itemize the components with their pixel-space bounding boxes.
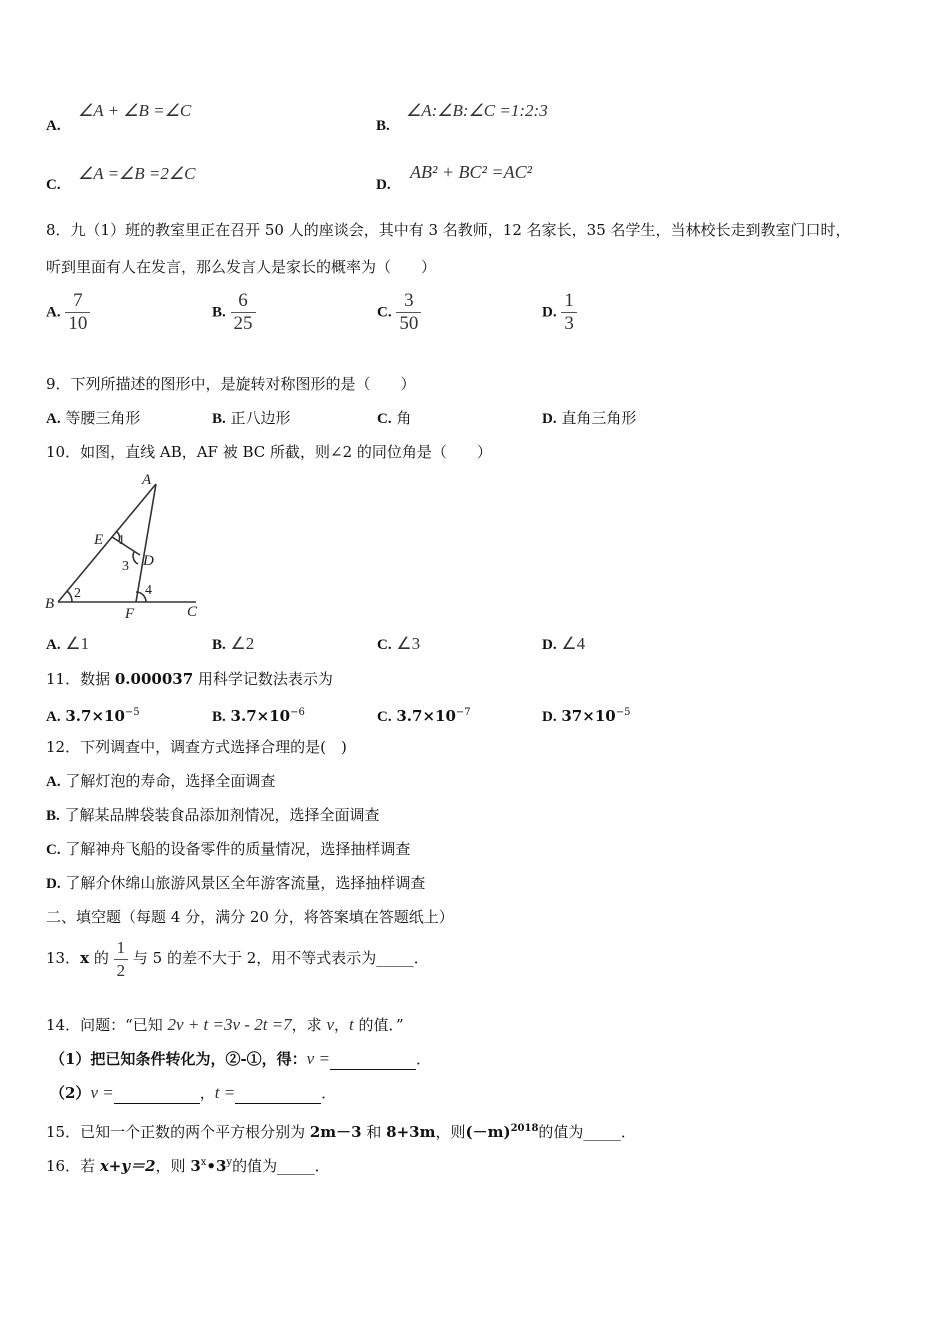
option-label: A. [46, 118, 61, 134]
q12-option-b[interactable]: B. 了解某品牌袋装食品添加剂情况，选择全面调查 [46, 806, 380, 824]
q11-stem: 11．数据 0.000037 用科学记数法表示为 [46, 670, 333, 688]
q14-sub2: （2）v = ，t = ． [50, 1083, 337, 1102]
q12-option-c[interactable]: C. 了解神舟飞船的设备零件的质量情况，选择抽样调查 [46, 840, 411, 858]
fraction: $\frac{7}{10}$ [65, 290, 90, 335]
q13-stem: 13．x 的 $\frac{1}{2}$ 与 5 的差不大于 2，用不等式表示为_____． [46, 937, 429, 980]
q11-option-a[interactable]: A. $3.7\times 10^{-5}$ [46, 707, 140, 725]
answer-blank[interactable] [235, 1083, 321, 1104]
q10-stem: 10．如图，直线 AB，AF 被 BC 所截，则∠2 的同位角是（ ） [46, 443, 492, 461]
q10-option-d[interactable]: D. ∠4 [542, 634, 586, 653]
q8-stem-line1: 8．九（1）班的教室里正在召开 50 人的座谈会，其中有 3 名教师，12 名家长，35 名学生，当林校长走到教室门口时， [46, 221, 851, 239]
q7-option-c[interactable]: C. [46, 177, 61, 193]
q8-option-d[interactable]: D. $\frac{1}{3}$ [542, 290, 577, 335]
q9-option-b[interactable]: B. 正八边形 [212, 409, 291, 427]
q8-stem-line2: 听到里面有人在发言，那么发言人是家长的概率为（ ） [46, 258, 437, 276]
arc-2 [67, 591, 72, 602]
q8-option-b[interactable]: B. $\frac{6}{25}$ [212, 290, 256, 335]
q11-option-c[interactable]: C. $3.7\times 10^{-7}$ [377, 707, 471, 725]
q8-option-c[interactable]: C. $\frac{3}{50}$ [377, 290, 421, 335]
answer-blank[interactable] [330, 1049, 416, 1070]
label-b: B [45, 596, 55, 612]
label-c: C [187, 604, 198, 620]
fraction: $\frac{6}{25}$ [231, 290, 256, 335]
label-3: 3 [122, 559, 129, 574]
fraction: $\frac{3}{50}$ [396, 290, 421, 335]
line-ed [112, 537, 140, 555]
q9-option-d[interactable]: D. 直角三角形 [542, 409, 637, 427]
q9-stem: 9．下列所描述的图形中，是旋转对称图形的是（ ） [46, 375, 416, 393]
label-a: A [142, 472, 152, 488]
q11-option-b[interactable]: B. $3.7\times 10^{-6}$ [212, 707, 305, 725]
q7-option-d[interactable]: D. [376, 177, 391, 193]
q9-option-c[interactable]: C. 角 [377, 409, 412, 427]
answer-blank[interactable] [114, 1083, 200, 1104]
fraction: $\frac{1}{2}$ [114, 937, 129, 982]
label-f: F [125, 606, 135, 620]
q10-option-a[interactable]: A. ∠1 [46, 634, 90, 653]
q7-option-a[interactable] [46, 115, 61, 136]
q14-stem: 14．问题：“已知 2v + t =3v - 2t =7，求 v，t 的值．” [46, 1015, 404, 1034]
q15-stem: 15．已知一个正数的两个平方根分别为 2m－3 和 8+3m，则$(-m)^{2018}$的值为_____． [46, 1123, 636, 1141]
q7-option-a-expr: ∠A + ∠B =∠C [78, 101, 192, 120]
label-e: E [94, 532, 104, 548]
q12-option-d[interactable]: D. 了解介休绵山旅游风景区全年游客流量，选择抽样调查 [46, 874, 426, 892]
q9-option-a[interactable]: A. 等腰三角形 [46, 409, 141, 427]
q7-option-b-expr: ∠A:∠B:∠C =1:2:3 [406, 101, 548, 120]
label-2: 2 [74, 586, 81, 601]
section-heading: 二、填空题（每题 4 分，满分 20 分，将答案填在答题纸上） [46, 908, 454, 926]
q7-option-c-expr: ∠A =∠B =2∠C [78, 164, 196, 183]
label-d: D [143, 553, 154, 569]
q10-option-c[interactable]: C. ∠3 [377, 634, 421, 653]
q10-option-b[interactable]: B. ∠2 [212, 634, 255, 653]
q8-option-a[interactable]: A. $\frac{7}{10}$ [46, 290, 90, 335]
q10-figure [44, 470, 202, 620]
q12-option-a[interactable]: A. 了解灯泡的寿命，选择全面调查 [46, 772, 276, 790]
q12-stem: 12．下列调查中，调查方式选择合理的是( ) [46, 738, 347, 756]
q7-option-b[interactable]: B. [376, 118, 390, 134]
label-1: 1 [118, 533, 125, 548]
q11-option-d[interactable]: D. $37\times 10^{-5}$ [542, 707, 631, 725]
line-ba [58, 484, 156, 602]
q14-sub1: （1）把已知条件转化为，②-①，得：v = ． [50, 1049, 431, 1068]
label-4: 4 [145, 583, 152, 598]
q7-option-d-expr: AB² + BC² =AC² [410, 162, 532, 182]
fraction: $\frac{1}{3}$ [561, 290, 577, 335]
q16-stem: 16．若 x+y＝2，则 3$^x$•3$^y$的值为_____． [46, 1157, 330, 1175]
